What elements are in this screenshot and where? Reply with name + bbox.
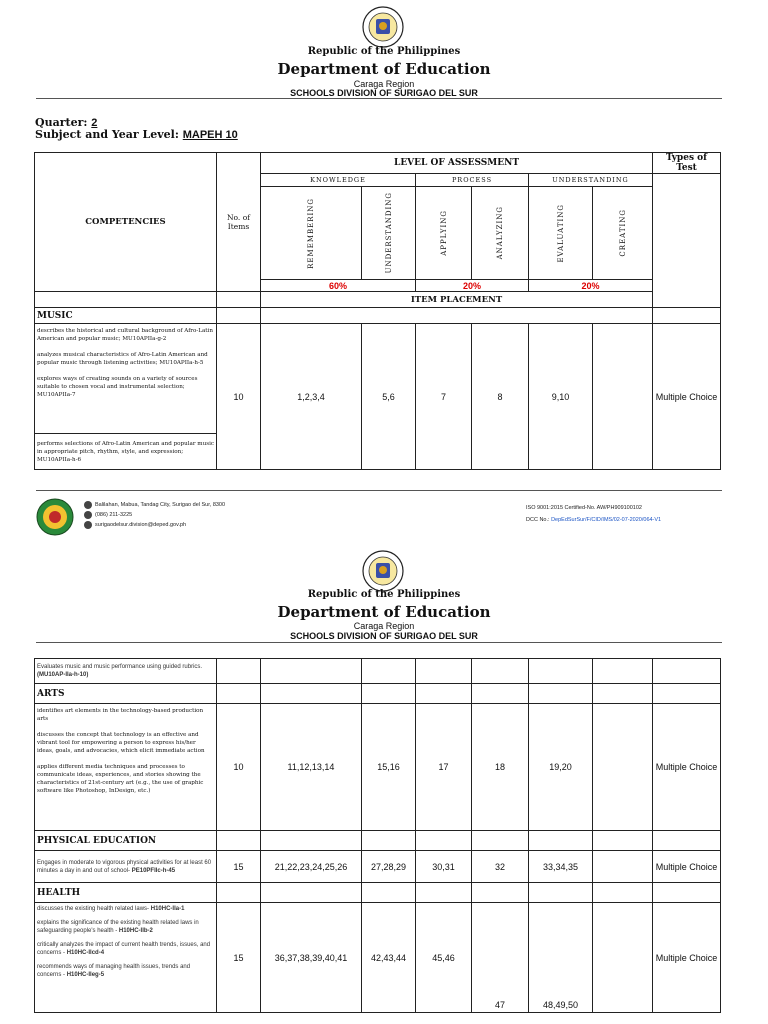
header-divider (36, 98, 722, 99)
republic-title: Republic of the Philippines (307, 589, 461, 600)
pe-applying: 30,31 (416, 851, 472, 883)
blank-cell (217, 292, 261, 308)
arts-analyzing: 18 (472, 704, 529, 831)
region-label: Caraga Region (353, 79, 415, 89)
health-test-type: Multiple Choice (653, 903, 721, 1013)
iso-cert: ISO 9001:2015 Certified-No. AW/PH909100102 (526, 505, 642, 511)
pe-analyzing: 32 (472, 851, 529, 883)
list-item: critically analyzes the impact of current health trends, issues, and concerns - H10HC-IIcd-4 (37, 942, 211, 956)
list-item: analyzes musical characteristics of Afro-Latin American and popular music through listening activities; MU10APIIa-h-5 (37, 352, 208, 366)
understanding-group-header: UNDERSTANDING (529, 174, 653, 187)
music-cont-text: Evaluates music and music performance using guided rubrics. (37, 664, 203, 670)
header-divider (36, 642, 722, 643)
footer-contact (84, 500, 225, 530)
division-label: SCHOOLS DIVISION OF SURIGAO DEL SUR (290, 88, 478, 98)
music-evaluating: 9,10 (529, 324, 593, 470)
email-icon (84, 521, 92, 529)
list-item: identifies art elements in the technology-based production arts (37, 708, 204, 722)
pe-competency-code: PE10PFIIc-h-45 (131, 867, 176, 874)
arts-section-title: ARTS (35, 684, 217, 704)
list-item: discusses the concept that technology is an effective and vibrant tool for empowering a person to express his/her ideas, goals, and advocacies, which elicit immediate action (37, 732, 205, 754)
pe-competency (35, 851, 217, 883)
pe-section-title: PHYSICAL EDUCATION (35, 831, 217, 851)
music-test-type: Multiple Choice (653, 324, 721, 470)
arts-competencies (35, 704, 217, 831)
deped-seal-icon (362, 550, 404, 592)
process-percent: 20% (416, 280, 529, 292)
tos-table-page2 (34, 658, 721, 1013)
pe-evaluating: 33,34,35 (529, 851, 593, 883)
level-of-assessment-header: LEVEL OF ASSESSMENT (261, 153, 653, 174)
quarter-label: Quarter: (35, 116, 88, 129)
analyzing-header: ANALYZING (496, 206, 504, 260)
music-analyzing: 8 (472, 324, 529, 470)
creating-header: CREATING (618, 209, 627, 257)
list-item: discusses the existing health related laws- H10HC-IIa-1 (37, 906, 185, 912)
remembering-header: REMEMBERING (307, 197, 315, 269)
arts-items: 10 (217, 704, 261, 831)
department-title: Department of Education (277, 603, 491, 621)
phone-icon (84, 511, 92, 519)
list-item: explains the significance of the existing health related laws in safeguarding people's health - H10HC-IIb-2 (37, 920, 199, 934)
music-remembering: 1,2,3,4 (261, 324, 362, 470)
types-of-test-header: Types of Test (653, 153, 721, 174)
pe-creating (593, 851, 653, 883)
music-section-title: MUSIC (35, 308, 217, 324)
footer-address: Balilahan, Mabua, Tandag City, Surigao del Sur, 8300 (95, 502, 226, 508)
music-items: 10 (217, 324, 261, 470)
arts-remembering: 11,12,13,14 (261, 704, 362, 831)
blank-cell (35, 292, 217, 308)
subject-line (35, 128, 238, 141)
footer-divider (36, 490, 722, 491)
footer-email[interactable]: surigaodelsur.division@deped.gov.ph (95, 522, 187, 528)
health-applying: 45,46 (416, 903, 472, 1013)
department-title: Department of Education (277, 60, 491, 78)
list-item: describes the historical and cultural background of Afro-Latin American and popular music; MU10APIIa-g-2 (37, 328, 213, 342)
republic-title: Republic of the Philippines (307, 46, 461, 57)
list-item: explores ways of creating sounds on a variety of sources suitable to chosen vocal and instrumental selection; MU10APIIa-7 (37, 376, 198, 398)
pe-competency-text: Engages in moderate to vigorous physical activities for at least 60 minutes a day in and out of school- (37, 859, 212, 874)
location-icon (84, 501, 92, 509)
arts-applying: 17 (416, 704, 472, 831)
music-competency-cont (35, 659, 217, 684)
pe-understanding: 27,28,29 (362, 851, 416, 883)
tos-table-page1 (34, 152, 721, 470)
item-placement-header: ITEM PLACEMENT (261, 292, 653, 308)
division-label: SCHOOLS DIVISION OF SURIGAO DEL SUR (290, 631, 478, 641)
deped-seal-icon (362, 6, 404, 48)
region-label: Caraga Region (353, 621, 415, 631)
types-blank-cell (653, 174, 721, 308)
footer-certification (526, 502, 661, 526)
pe-items: 15 (217, 851, 261, 883)
pe-remembering: 21,22,23,24,25,26 (261, 851, 362, 883)
music-competencies (35, 324, 217, 434)
arts-understanding: 15,16 (362, 704, 416, 831)
footer-phone: (086) 211-3225 (95, 512, 133, 518)
health-section-title: HEALTH (35, 883, 217, 903)
dcc-label: DCC No.: (526, 517, 550, 523)
knowledge-header: KNOWLEDGE (261, 174, 416, 187)
quarter-value: 2 (91, 117, 98, 129)
evaluating-header: EVALUATING (556, 203, 565, 263)
music-understanding: 5,6 (362, 324, 416, 470)
music-competency-last: performs selections of Afro-Latin American and popular music in appropriate pitch, rhythm, style, and expression; MU10APIIa-h-6 (35, 434, 217, 470)
health-understanding: 42,43,44 (362, 903, 416, 1013)
no-items-header: No. of Items (217, 153, 261, 292)
health-creating (593, 903, 653, 1013)
understanding-header: UNDERSTANDING (384, 192, 393, 274)
page-footer (36, 496, 722, 536)
music-creating (593, 324, 653, 470)
arts-creating (593, 704, 653, 831)
applying-header: APPLYING (439, 210, 448, 256)
health-evaluating: 48,49,50 (529, 903, 593, 1013)
health-analyzing: 47 (472, 903, 529, 1013)
health-remembering: 36,37,38,39,40,41 (261, 903, 362, 1013)
division-logo-icon (36, 498, 74, 536)
subject-value: MAPEH 10 (182, 129, 238, 141)
health-competencies (35, 903, 217, 1013)
health-items: 15 (217, 903, 261, 1013)
process-header: PROCESS (416, 174, 529, 187)
music-applying: 7 (416, 324, 472, 470)
dcc-value: DepEdSurSur/F/CID/IMS/02-07-2020/064-V1 (551, 517, 662, 523)
understanding-percent: 20% (529, 280, 653, 292)
subject-label: Subject and Year Level: (35, 128, 179, 141)
arts-test-type: Multiple Choice (653, 704, 721, 831)
competencies-header: COMPETENCIES (35, 153, 217, 292)
arts-evaluating: 19,20 (529, 704, 593, 831)
pe-test-type: Multiple Choice (653, 851, 721, 883)
music-cont-code: (MU10AP-IIa-h-10) (37, 672, 89, 678)
list-item: recommends ways of managing health issues, trends and concerns - H10HC-IIeg-5 (37, 964, 191, 978)
list-item: applies different media techniques and processes to communicate ideas, experiences, and stories showing the characteristics of 21st-century art (e.g., the use of graphic software like Photoshop, InDesign, etc.) (37, 764, 204, 794)
knowledge-percent: 60% (261, 280, 416, 292)
